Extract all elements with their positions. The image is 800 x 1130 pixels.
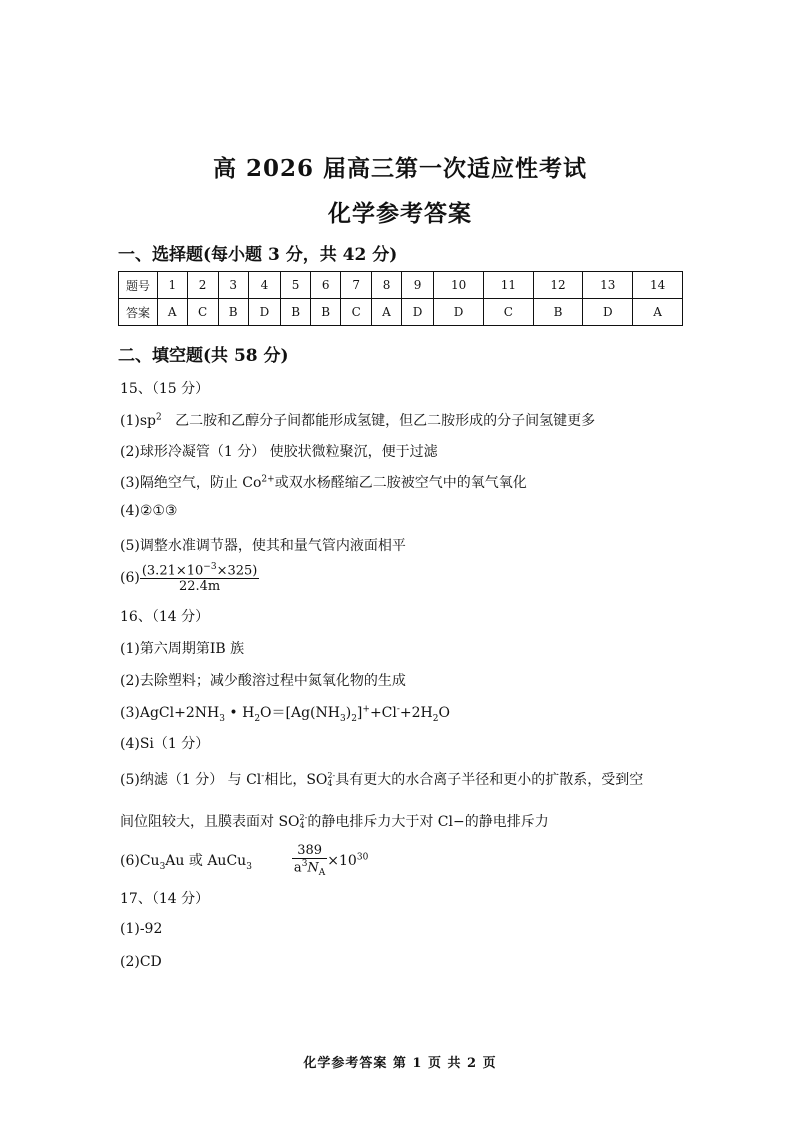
q16-a3-sub: 3 [339,713,346,724]
table-cell: B [218,299,248,326]
q16-answer-6 [120,843,368,878]
table-cell: B [281,299,311,326]
table-cell: 5 [281,272,311,299]
q16-a6-exp: 30 [356,852,369,863]
table-cell: 9 [401,272,433,299]
sulfate-charge-sub: 4 [327,779,333,788]
q16-a5-part: (5)纳滤（1 分） 与 Cl [120,772,262,788]
table-cell: B [533,299,583,326]
q15-a6-num-a: (3.21×10 [141,563,204,579]
q16-a3-part: +Cl [369,705,397,721]
q16-a3-part: ) [345,705,352,721]
q16-a3-part: +2H [399,705,433,721]
q16-a3-part: O [438,705,450,721]
q16-a6-multiplier [327,853,368,869]
q16-a6-den-sub: A [318,867,326,878]
q16-answer-1: (1)第六周期第ⅠB 族 [120,641,245,657]
table-cell: 6 [311,272,341,299]
q16-answer-2: (2)去除塑料；减少酸溶过程中氮氧化物的生成 [120,673,406,689]
table-cell: C [483,299,533,326]
table-cell: C [187,299,218,326]
q15-a6-num-b: ×325) [216,563,258,579]
table-cell: D [401,299,433,326]
table-cell: D [583,299,633,326]
section-fill-in: 二、填空题(共 58 分) [118,346,289,366]
table-cell: A [633,299,683,326]
q15-answer-6 [120,562,259,594]
q16-a6-denominator [292,859,327,878]
table-cell: 2 [187,272,218,299]
sulfate-charge-sub: 4 [299,821,305,830]
q16-header: 16、（14 分） [120,609,210,625]
q15-a1-sup: 2 [155,412,162,423]
q15-answer-3 [120,472,527,492]
table-cell: 4 [248,272,280,299]
table-row-answers [119,299,683,326]
q15-answer-2: (2)球形冷凝管（1 分） 使胶状微粒聚沉，便于过滤 [120,444,438,460]
q16-answer-4: (4)Si（1 分） [120,736,210,752]
q16-a6-part: (6)Cu [120,852,160,869]
q15-a3-prefix: (3)隔绝空气，防止 Co [120,475,262,491]
table-cell: D [248,299,280,326]
q16-a6-den-sup: 3 [301,859,308,869]
q16-a3-sub: 2 [432,713,439,724]
page-footer: 化学参考答案 第 1 页 共 2 页 [303,1056,497,1071]
q16-a5-line2-part: 的静电排斥力大于对 Cl−的静电排斥力 [307,814,549,830]
q16-a6-numerator: 389 [292,843,327,859]
q16-a3-sub: 3 [219,713,225,724]
q15-a6-numerator [140,562,260,579]
q16-a6-sub: 3 [159,861,166,872]
q15-answer-4: (4)②①③ [120,503,178,519]
q17-header: 17、（14 分） [120,891,210,907]
q17-answer-1: (1)-92 [120,921,163,937]
q15-a6-denominator: 22.4m [178,579,221,595]
answer-table [118,271,683,326]
q15-a3-sup: 2+ [261,474,275,485]
q15-a6-num-sup: −3 [203,562,217,572]
answer-key-title: 化学参考答案 [328,200,472,227]
q15-a6-prefix: (6) [120,570,140,587]
table-row-numbers [119,272,683,299]
table-cell: 14 [633,272,683,299]
q16-a3-part: (3)AgCl+2NH [120,705,220,721]
table-cell: 8 [372,272,402,299]
section-multiple-choice: 一、选择题(每小题 3 分，共 42 分) [118,245,398,265]
q17-answer-2: (2)CD [120,954,162,970]
table-cell: 1 [158,272,188,299]
q15-a1-text: 乙二胺和乙醇分子间都能形成氢键，但乙二胺形成的分子间氢键更多 [175,413,596,429]
q16-a6-mult: ×10 [327,852,357,869]
q16-a6-sub: 3 [246,861,252,872]
q16-a6-formula [120,852,252,872]
table-header-label: 题号 [119,272,158,299]
q16-answer-3 [120,702,450,724]
q16-a3-sup: - [396,704,400,715]
q16-a3-part: • H [224,705,255,721]
table-cell: D [434,299,484,326]
q16-a5-line2-part: 间位阻较大，且膜表面对 SO [120,814,300,830]
q16-a6-fraction [292,843,327,878]
q15-answer-1 [120,410,595,430]
table-cell: 13 [583,272,633,299]
table-answer-label: 答案 [119,299,158,326]
table-cell: C [341,299,372,326]
q16-a5-part: 具有更大的水合离子半径和更小的扩散系，受到空 [335,772,644,788]
q16-a3-sup: + [362,704,370,715]
q15-header: 15、（15 分） [120,381,210,397]
q16-a3-part: O＝[Ag(NH [260,705,340,721]
sulfate-charge-sup: 2- [299,813,308,822]
q16-a3-sub: 2 [254,713,261,724]
q16-a6-den-b: N [307,860,319,876]
q15-a3-suffix: 或双水杨醛缩乙二胺被空气中的氧气氧化 [274,475,527,491]
q15-a6-fraction [140,562,260,594]
q15-answer-5: (5)调整水准调节器，使其和量气管内液面相平 [120,538,406,554]
sulfate-charge-sup: 2- [327,771,336,780]
table-cell: B [311,299,341,326]
q16-a3-part: ] [356,705,363,721]
table-cell: A [372,299,402,326]
q16-a5-part: 相比，SO [264,772,328,788]
table-cell: 12 [533,272,583,299]
q16-a6-part: Au 或 AuCu [165,852,247,869]
q16-a5-sup: - [261,771,265,782]
table-cell: 7 [341,272,372,299]
table-cell: A [158,299,188,326]
exam-title: 高 2026 届高三第一次适应性考试 [212,155,588,182]
q15-a1-prefix: (1)sp [120,413,156,429]
table-cell: 3 [218,272,248,299]
q16-a3-sub: 2 [351,713,357,724]
q16-answer-5-line1 [120,769,643,789]
q16-a6-den-a: a [293,860,302,876]
q16-answer-5-line2 [120,811,549,831]
table-cell: 10 [434,272,484,299]
table-cell: 11 [483,272,533,299]
